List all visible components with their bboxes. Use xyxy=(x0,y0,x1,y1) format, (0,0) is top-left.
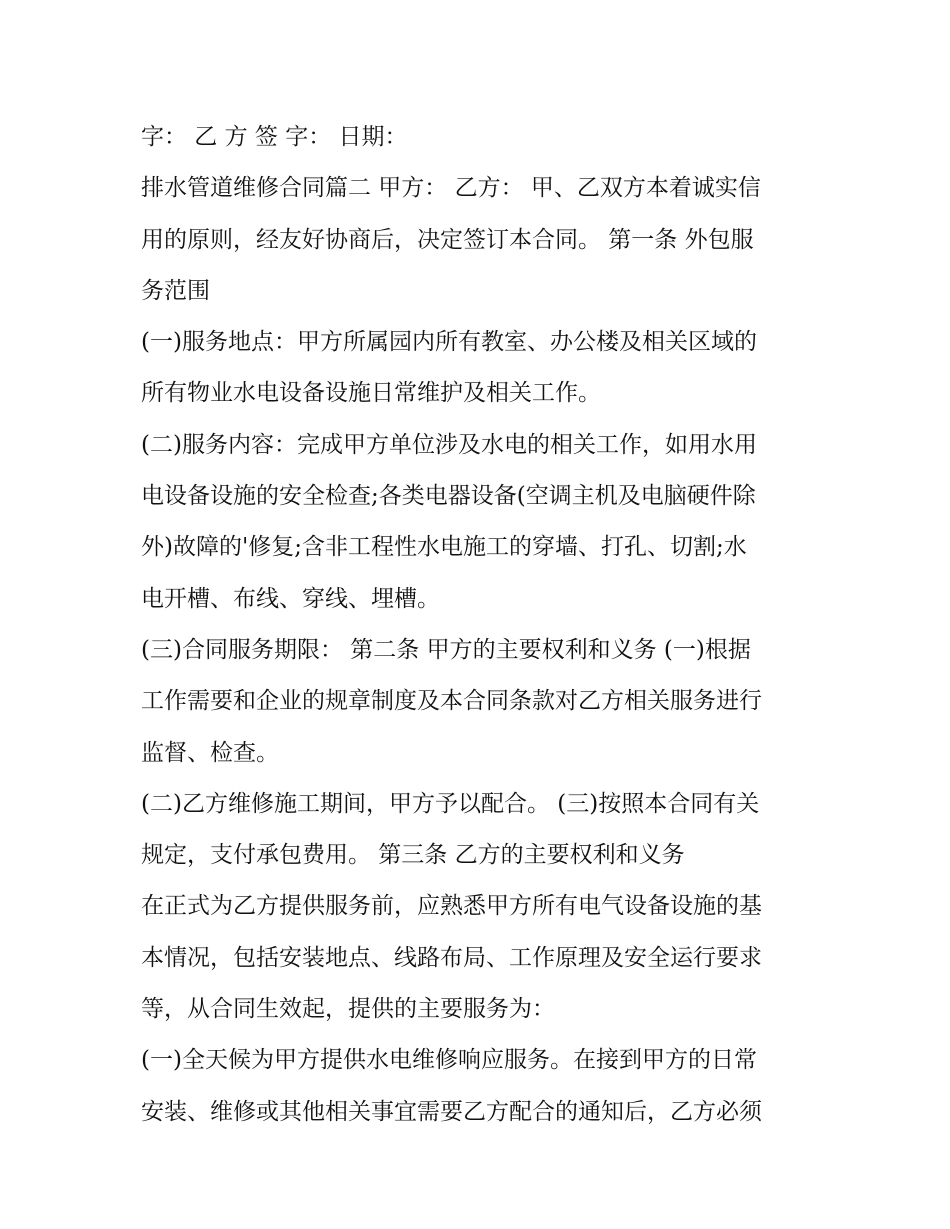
text-line: 电设备设施的安全检查;各类电器设备(空调主机及电脑硬件除 xyxy=(141,483,756,510)
text-line: 工作需要和企业的规章制度及本合同条款对乙方相关服务进行 xyxy=(141,688,762,715)
text-line: 用的原则，经友好协商后，决定签订本合同。 第一条 外包服 xyxy=(141,226,754,253)
text-line: (一)服务地点：甲方所属园内所有教室、办公楼及相关区域的 xyxy=(141,329,757,356)
text-line: 等，从合同生效起，提供的主要服务为： xyxy=(141,996,555,1023)
text-line: 外)故障的'修复;含非工程性水电施工的穿墙、打孔、切割;水 xyxy=(141,534,747,561)
text-line: (一)全天候为甲方提供水电维修响应服务。在接到甲方的日常 xyxy=(141,1047,757,1074)
text-line: (二)乙方维修施工期间，甲方予以配合。 (三)按照本合同有关 xyxy=(141,790,760,817)
text-line: 在正式为乙方提供服务前，应熟悉甲方所有电气设备设施的基 xyxy=(141,893,762,920)
text-line: 所有物业水电设备设施日常维护及相关工作。 xyxy=(141,380,601,407)
text-line: 电开槽、布线、穿线、埋槽。 xyxy=(141,585,440,612)
text-line: 本情况，包括安装地点、线路布局、工作原理及安全运行要求 xyxy=(141,944,762,971)
text-line: (三)合同服务期限： 第二条 甲方的主要权利和义务 (一)根据 xyxy=(141,636,751,663)
text-line: 排水管道维修合同篇二 甲方： 乙方： 甲、乙双方本着诚实信 xyxy=(141,175,761,202)
document-body xyxy=(141,112,821,1138)
signature-line: 字： 乙 方 签 字： 日期： xyxy=(141,124,408,150)
text-line: 务范围 xyxy=(141,277,210,304)
text-line: (二)服务内容：完成甲方单位涉及水电的相关工作，如用水用 xyxy=(141,431,757,458)
text-line: 安装、维修或其他相关事宜需要乙方配合的通知后，乙方必须 xyxy=(141,1098,762,1125)
text-line: 监督、检查。 xyxy=(141,739,279,766)
text-line: 规定，支付承包费用。 第三条 乙方的主要权利和义务 xyxy=(141,842,685,869)
